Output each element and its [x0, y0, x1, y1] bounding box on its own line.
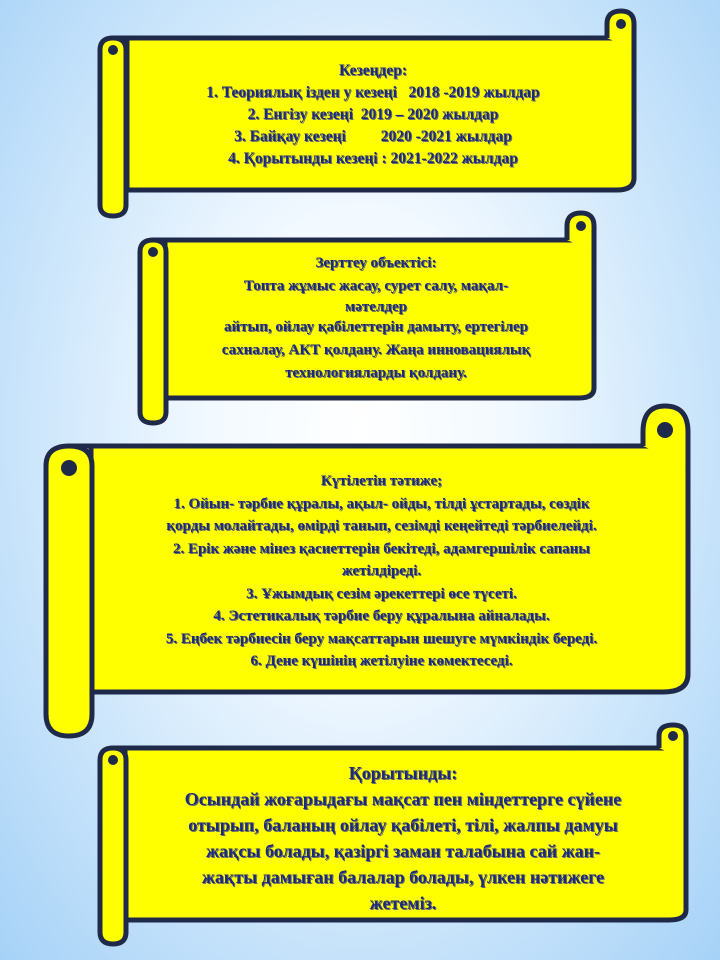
- expected-result-line: қорды молайтады, өмірді танып, сезімді кеңейтеді тәрбиелейді.: [166, 518, 597, 534]
- expected-result-line: 3. Ұжымдық сезім әрекеттері өсе түсеті.: [246, 585, 517, 602]
- research-object-text: [171, 252, 581, 385]
- conclusion-line: жетеміз.: [369, 893, 437, 913]
- research-object-line: айтып, ойлау қабілеттерін дамыту, ертегілер: [224, 319, 528, 335]
- conclusion-line: жақты дамыған балалар болады, үлкен нәтижеге: [201, 867, 605, 887]
- expected-result-line: жетілдіреді.: [341, 563, 422, 579]
- stages-item: 4. Қорытынды кезеңі : 2021-2022 жылдар: [228, 150, 518, 167]
- research-object-line: технологияларды қолдану.: [285, 365, 467, 381]
- conclusion-line: отырып, баланың ойлау қабілеті, тілі, жалпы дамуы: [188, 815, 618, 835]
- conclusion-line: жақсы болады, қазіргі заман талабына сай жан-: [205, 841, 601, 861]
- stages-title: Кезеңдер:: [338, 62, 408, 79]
- research-object-scroll: [137, 210, 597, 425]
- conclusion-text: [129, 760, 677, 916]
- expected-result-line: 2. Ерік және мінез қасиеттерін бекітеді, адамгершілік сапаны: [172, 540, 591, 557]
- conclusion-title: Қорытынды:: [348, 763, 458, 783]
- expected-result-line: 6. Дене күшінің жетілуіне көмектеседі.: [250, 653, 513, 669]
- research-object-line: мәтелдер: [345, 299, 407, 315]
- expected-result-title: Күтілетін тәтиже;: [320, 473, 443, 489]
- expected-result-line: 4. Эстетикалық тәрбие беру құралына айналады.: [213, 608, 550, 624]
- expected-result-line: 1. Ойын- тәрбие құралы, ақыл- ойды, тілді ұстартады, сөздік: [173, 495, 590, 512]
- expected-result-line: 5. Еңбек тәрбиесін беру мақсаттарын шешуге мүмкіндік береді.: [165, 630, 598, 647]
- expected-result-text: [99, 470, 664, 673]
- stages-item: 3. Байқау кезеңі 2020 -2021 жылдар: [234, 128, 512, 145]
- conclusion-line: Осындай жоғарыдағы мақсат пен міндеттерге сүйене: [184, 789, 622, 809]
- research-object-line: сахналау, АКТ қолдану. Жаңа инновациялық: [221, 342, 531, 358]
- expected-result-scroll: [43, 402, 693, 740]
- stages-item: 1. Теориялық ізден у кезеңі 2018 -2019 жылдар: [206, 84, 540, 101]
- research-object-line: Топта жұмыс жасау, сурет салу, мақал-: [243, 278, 509, 294]
- conclusion-scroll: [97, 722, 689, 947]
- stages-scroll: [97, 10, 637, 218]
- stages-item: 2. Енгізу кезеңі 2019 – 2020 жылдар: [247, 106, 499, 123]
- stages-text: [137, 60, 609, 170]
- research-object-title: Зерттеу объектісі:: [315, 255, 437, 271]
